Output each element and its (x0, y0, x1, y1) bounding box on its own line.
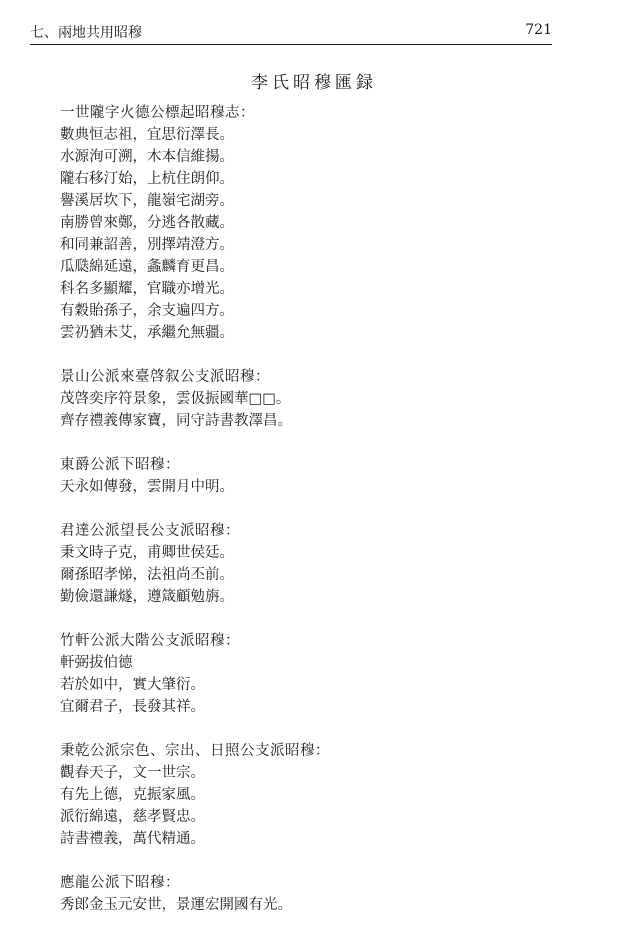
section-yinglong (60, 872, 580, 916)
section-heading: 東爵公派下昭穆： (60, 457, 180, 473)
page-header (30, 20, 552, 45)
verse-line: 數典恒志祖，宜思衍澤長。 (60, 127, 234, 143)
verse-line: 若於如中，實大肇衍。 (60, 677, 205, 693)
genealogy-body (60, 102, 580, 938)
verse-line: 科名多顯耀，官職亦增光。 (60, 281, 234, 297)
section-heading: 秉乾公派宗色、宗出、日照公支派昭穆： (60, 743, 330, 759)
verse-line: 派衍綿遠，慈孝賢忠。 (60, 809, 205, 825)
verse-line: 茂啓奕序符景象，雲伋振國華□□。 (60, 391, 291, 407)
section-heading: 應龍公派下昭穆： (60, 875, 180, 891)
section-huode (60, 102, 580, 344)
verse-line: 和同兼詔善，別擇靖澄方。 (60, 237, 234, 253)
verse-line: 譽溪居坎下，龍嶺宅湖旁。 (60, 193, 234, 209)
verse-line: 秀郎金玉元安世，景運宏開國有光。 (60, 897, 292, 913)
verse-line: 秉文時子克，甫卿世侯廷。 (60, 545, 234, 561)
section-bingqian (60, 740, 580, 850)
verse-line: 齊存禮義傳家寶，同守詩書教澤昌。 (60, 413, 292, 429)
verse-line: 有先上德，克振家風。 (60, 787, 205, 803)
verse-line: 勤儉還謙燧，遵箴顧勉旃。 (60, 589, 234, 605)
section-heading: 竹軒公派大階公支派昭穆： (60, 633, 240, 649)
section-dongjue (60, 454, 580, 498)
verse-line: 雲礽猶未艾，承繼允無疆。 (60, 325, 234, 341)
verse-line: 隴右移汀始，上杭住朗仰。 (60, 171, 234, 187)
verse-line: 宜爾君子，長發其祥。 (60, 699, 205, 715)
verse-line: 南勝曾來鄭，分逃各散藏。 (60, 215, 234, 231)
section-zhuxuan (60, 630, 580, 718)
verse-line: 水源洵可溯，木本信維揚。 (60, 149, 234, 165)
verse-line: 詩書禮義，萬代精通。 (60, 831, 205, 847)
verse-line: 瓜瓞綿延遠，螽麟育更昌。 (60, 259, 234, 275)
section-heading: 君達公派望長公支派昭穆： (60, 523, 240, 539)
verse-line: 爾孫昭孝悌，法祖尚丕前。 (60, 567, 234, 583)
section-heading: 景山公派來臺啓叙公支派昭穆： (60, 369, 270, 385)
section-heading: 一世隴字火德公標起昭穆志： (60, 105, 255, 121)
page-number: 721 (525, 22, 552, 38)
verse-line: 軒弼拔伯德 (60, 655, 133, 671)
verse-line: 有穀貽孫子，余支遍四方。 (60, 303, 234, 319)
verse-line: 天永如傳發，雲開月中明。 (60, 479, 234, 495)
section-junda (60, 520, 580, 608)
chapter-title: 七、兩地共用昭穆 (30, 25, 142, 41)
section-jingshan (60, 366, 580, 432)
verse-line: 觀春天子，文一世宗。 (60, 765, 205, 781)
page-title: 李氏昭穆匯録 (251, 73, 377, 93)
